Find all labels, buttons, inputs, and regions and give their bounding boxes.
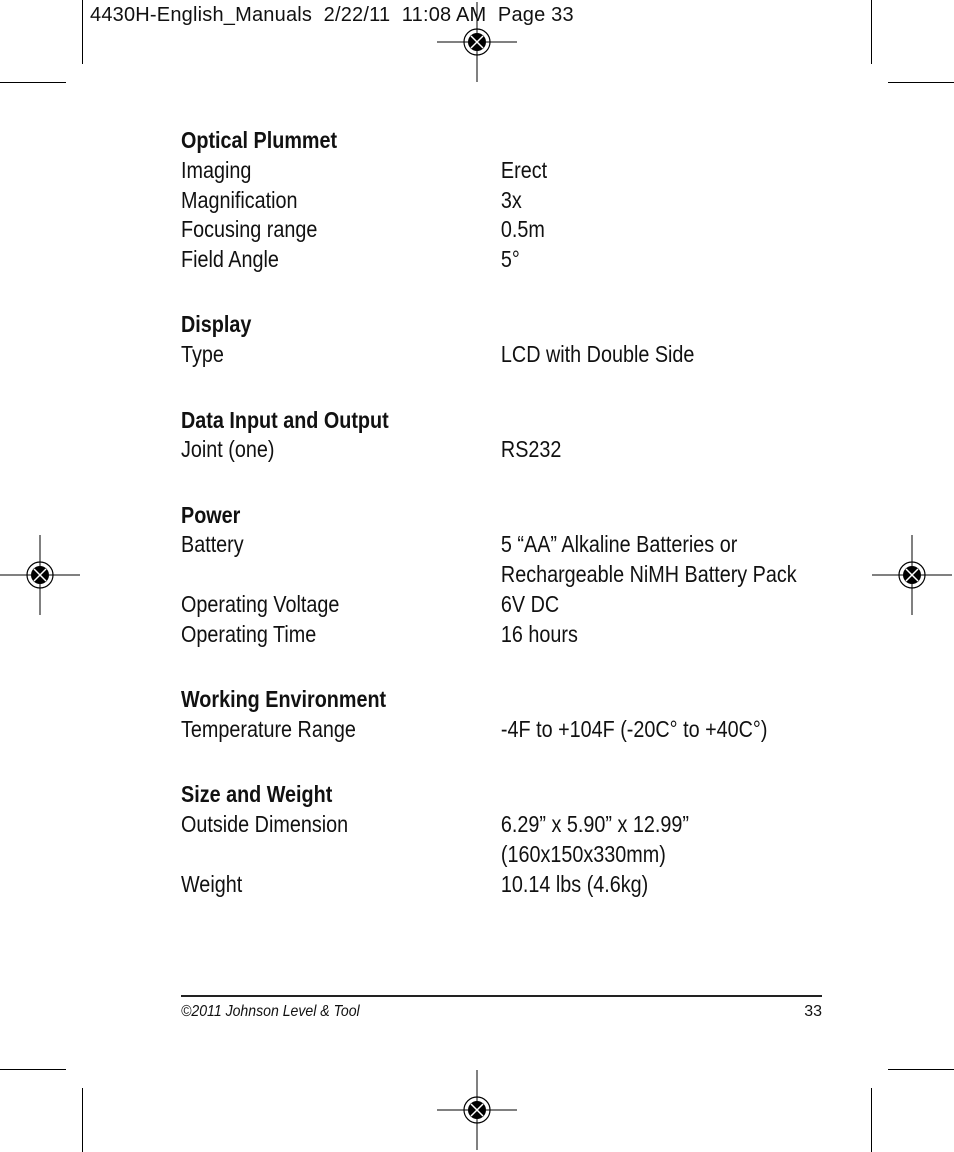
spec-label: Battery xyxy=(181,531,244,558)
registration-mark-right-icon xyxy=(872,535,952,615)
spec-section-data-io xyxy=(181,406,731,466)
spec-section-power xyxy=(181,501,797,650)
spec-row xyxy=(181,215,731,245)
spec-value: RS232 xyxy=(500,436,562,463)
spec-row xyxy=(181,870,731,900)
crop-mark-top-left-horizontal xyxy=(0,82,66,83)
page-number: 33 xyxy=(804,1003,822,1020)
spec-value: 0.5m xyxy=(500,216,545,243)
spec-label: Weight xyxy=(181,870,243,897)
spec-value: 6.29” x 5.90” x 12.99” (160x150x330mm) xyxy=(500,811,689,867)
spec-value: 5° xyxy=(500,246,520,273)
spec-label: Field Angle xyxy=(181,246,279,273)
spec-label: Outside Dimension xyxy=(181,811,349,838)
crop-mark-bottom-right-horizontal xyxy=(888,1069,954,1070)
spec-row xyxy=(181,186,731,216)
spec-value: 10.14 lbs (4.6kg) xyxy=(500,870,649,897)
spec-label: Magnification xyxy=(181,186,298,213)
spec-value: 6V DC xyxy=(500,591,560,618)
spec-value: -4F to +104F (-20C° to +40C°) xyxy=(500,715,768,742)
section-heading: Data Input and Output xyxy=(181,406,389,433)
registration-mark-bottom-icon xyxy=(437,1070,517,1150)
spec-row xyxy=(181,530,797,590)
spec-value: 3x xyxy=(500,186,522,213)
spec-section-working-environment xyxy=(181,685,768,745)
spec-section-display xyxy=(181,310,731,370)
spec-row xyxy=(181,156,731,186)
spec-value: LCD with Double Side xyxy=(500,341,695,368)
spec-label: Operating Time xyxy=(181,620,317,647)
registration-mark-top-icon xyxy=(437,2,517,82)
footer-rule xyxy=(181,995,822,997)
spec-label: Joint (one) xyxy=(181,436,275,463)
crop-mark-bottom-left-horizontal xyxy=(0,1069,66,1070)
section-heading: Power xyxy=(181,501,241,528)
spec-row xyxy=(181,245,731,275)
section-heading: Display xyxy=(181,311,252,338)
spec-row xyxy=(181,620,731,650)
spec-value: Erect xyxy=(500,156,548,183)
registration-mark-left-icon xyxy=(0,535,80,615)
spec-row xyxy=(181,590,731,620)
spec-row xyxy=(181,435,731,465)
spec-row xyxy=(181,340,731,370)
spec-row xyxy=(181,715,768,745)
spec-row xyxy=(181,810,731,870)
crop-mark-bottom-left-vertical xyxy=(82,1088,83,1152)
print-slug-line: 4430H-English_Manuals 2/22/11 11:08 AM Page 33 xyxy=(90,4,574,26)
crop-mark-top-right-horizontal xyxy=(888,82,954,83)
footer-copyright: ©2011 Johnson Level & Tool xyxy=(181,1003,360,1020)
spec-label: Temperature Range xyxy=(181,715,356,742)
section-heading: Working Environment xyxy=(181,686,387,713)
spec-value: 16 hours xyxy=(500,620,578,647)
spec-label: Type xyxy=(181,341,224,368)
section-heading: Optical Plummet xyxy=(181,127,338,153)
spec-label: Operating Voltage xyxy=(181,591,340,618)
spec-label: Imaging xyxy=(181,156,252,183)
spec-section-size-weight xyxy=(181,780,731,899)
specifications xyxy=(181,126,797,935)
crop-mark-bottom-right-vertical xyxy=(871,1088,872,1152)
spec-value: 5 “AA” Alkaline Batteries or Rechargeable NiMH Battery Pack xyxy=(500,531,797,588)
crop-mark-top-left-vertical xyxy=(82,0,83,64)
section-heading: Size and Weight xyxy=(181,781,333,808)
crop-mark-top-right-vertical xyxy=(871,0,872,64)
spec-label: Focusing range xyxy=(181,216,318,243)
spec-section-optical-plummet xyxy=(181,126,731,275)
